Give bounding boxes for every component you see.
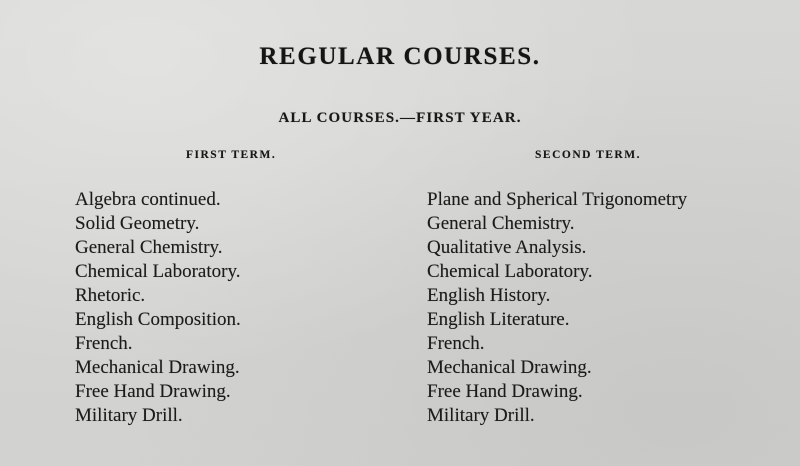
course-item: Military Drill.	[427, 404, 535, 426]
course-item: Mechanical Drawing.	[427, 356, 592, 378]
course-column-first-term	[75, 150, 415, 428]
course-item: Solid Geometry.	[75, 212, 200, 234]
course-item: General Chemistry.	[75, 236, 223, 258]
course-list-first-term	[75, 188, 415, 428]
section-subtitle: ALL COURSES.—FIRST YEAR.	[278, 110, 522, 127]
course-item: French.	[75, 332, 133, 354]
course-item: Mechanical Drawing.	[75, 356, 240, 378]
course-item: Qualitative Analysis.	[427, 236, 587, 258]
course-item: Free Hand Drawing.	[427, 380, 583, 402]
course-item: Algebra continued.	[75, 188, 221, 210]
course-item: English Composition.	[75, 308, 241, 330]
course-item: Chemical Laboratory.	[427, 260, 593, 282]
course-item: Chemical Laboratory.	[75, 260, 241, 282]
course-column-second-term	[427, 150, 800, 428]
course-item: Rhetoric.	[75, 284, 146, 306]
column-header-second-term: SECOND TERM.	[535, 149, 641, 161]
course-item: Military Drill.	[75, 404, 183, 426]
column-header-first-term: FIRST TERM.	[186, 149, 277, 161]
course-item: French.	[427, 332, 485, 354]
course-item: Plane and Spherical Trigonometry	[427, 188, 688, 210]
course-list-second-term	[427, 188, 800, 428]
course-item: English History.	[427, 284, 551, 306]
course-item: General Chemistry.	[427, 212, 575, 234]
course-columns	[0, 150, 800, 430]
course-item: English Literature.	[427, 308, 570, 330]
course-item: Free Hand Drawing.	[75, 380, 231, 402]
page-title: REGULAR COURSES.	[259, 42, 541, 70]
